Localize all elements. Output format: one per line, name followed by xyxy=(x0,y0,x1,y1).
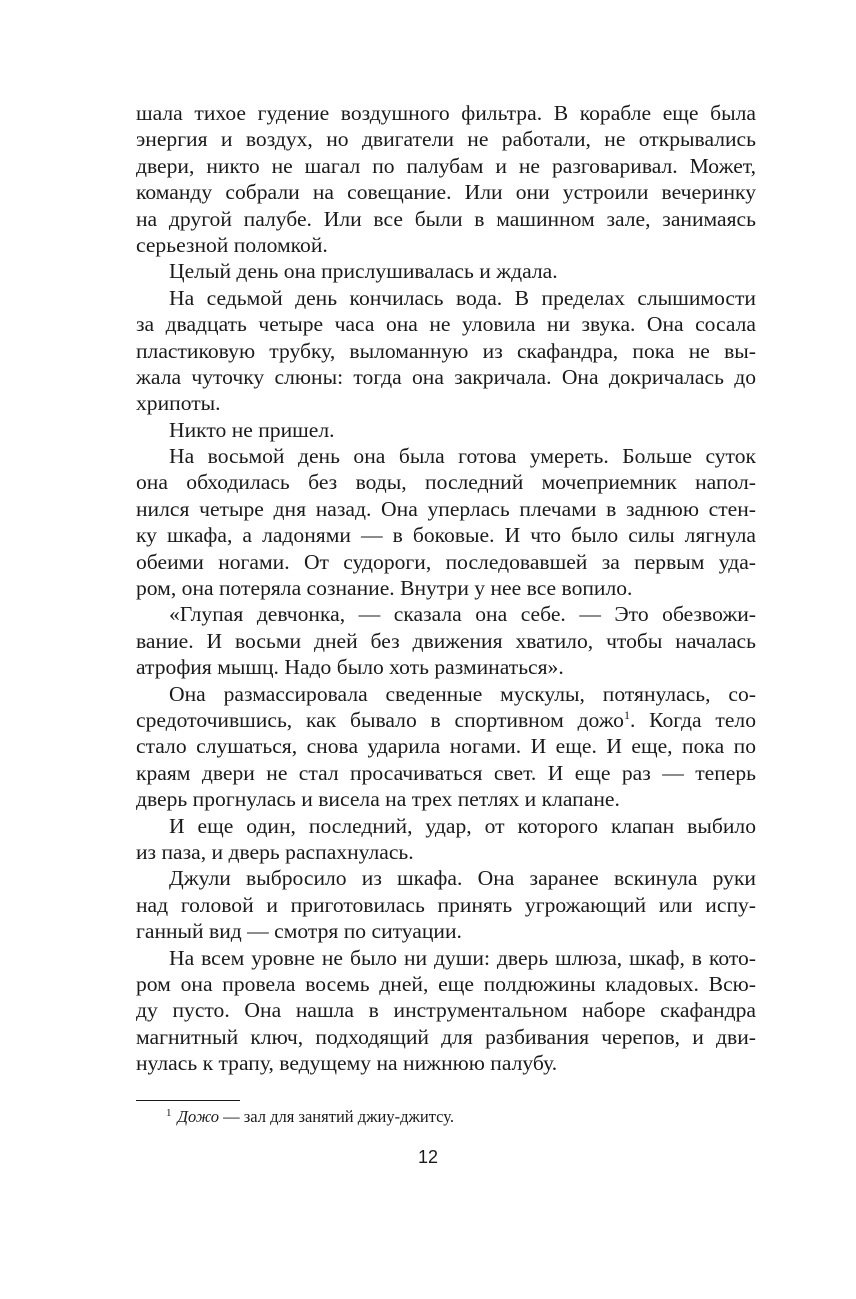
footnote-marker: 1 xyxy=(166,1106,172,1119)
text-line-content: шала тихое гудение воздушного фильтра. В корабле еще была xyxy=(136,101,756,125)
text-line xyxy=(136,628,756,654)
text-line-content: «Глупая девчонка, — сказала она себе. — Это обезвожи- xyxy=(169,602,756,627)
text-line-content: команду собрали на совещание. Или они устроили вечеринку xyxy=(136,180,756,205)
page-number: 12 xyxy=(417,1147,439,1167)
text-line-content: двери, никто не шагал по палубам и не разговаривал. Может, xyxy=(136,153,756,178)
text-line xyxy=(136,417,756,443)
text-line-content: Она размассировала сведенные мускулы, потянулась, со- xyxy=(169,681,756,706)
text-line xyxy=(136,1024,756,1050)
text-line-content: средоточившись, как бывало в спортивном дожо xyxy=(136,707,624,732)
text-line xyxy=(136,469,756,495)
text-line xyxy=(136,258,756,284)
text-line-content: магнитный ключ, подходящий для разбивания черепов, и дви- xyxy=(136,1024,756,1049)
text-line-tail: . Когда тело xyxy=(629,707,757,732)
text-line-content: жала чуточку слюны: тогда она закричала. Она докричалась до xyxy=(136,364,756,389)
text-line-content: краям двери не стал просачиваться свет. И еще раз — теперь xyxy=(136,760,756,785)
text-line xyxy=(136,100,756,126)
text-line-content: ганный вид — смотря по ситуации. xyxy=(136,919,462,944)
text-line-content: вание. И восьми дней без движения хватило, чтобы началась xyxy=(136,628,756,653)
text-line-content: Целый день она прислушивалась и ждала. xyxy=(169,259,558,284)
text-line-content: На седьмой день кончилась вода. В пределах слышимости xyxy=(169,285,756,310)
text-line-content: над головой и приготовилась принять угрожающий или испу- xyxy=(136,892,756,917)
footnote xyxy=(166,1106,454,1128)
text-line xyxy=(136,496,756,522)
text-line xyxy=(136,918,756,944)
text-line-content: ром, она потеряла сознание. Внутри у нее все вопило. xyxy=(136,576,633,601)
text-line xyxy=(136,945,756,971)
text-line-content: ром она провела восемь дней, еще полдюжины кладовых. Всю- xyxy=(136,971,756,996)
text-line xyxy=(136,786,756,812)
text-line xyxy=(136,654,756,680)
text-line xyxy=(136,865,756,891)
text-line-content: она обходилась без воды, последний мочеприемник напол- xyxy=(136,470,756,495)
text-line xyxy=(136,179,756,205)
text-line-content: из паза, и дверь распахнулась. xyxy=(136,839,414,864)
text-line-content: энергия и воздух, но двигатели не работали, не открывались xyxy=(136,127,756,152)
text-line-content: ду пусто. Она нашла в инструментальном наборе скафандра xyxy=(136,998,756,1023)
footnote-term: Дожо xyxy=(177,1107,220,1126)
text-line xyxy=(136,549,756,575)
text-line xyxy=(136,390,756,416)
text-line-content: Джули выбросило из шкафа. Она заранее вскинула руки xyxy=(169,866,756,891)
text-line xyxy=(136,813,756,839)
text-line-content: На всем уровне не было ни души: дверь шлюза, шкаф, в кото- xyxy=(169,945,756,970)
text-line-content: дверь прогнулась и висела на трех петлях и клапане. xyxy=(136,787,620,812)
text-line xyxy=(136,892,756,918)
text-line xyxy=(136,733,756,759)
body-text xyxy=(136,100,756,1076)
footnote-divider xyxy=(136,1100,240,1101)
text-line-content: На восьмой день она была готова умереть. Больше суток xyxy=(169,444,756,469)
text-line xyxy=(136,681,756,707)
text-line-content: ку шкафа, а ладонями — в боковые. И что было силы лягнула xyxy=(136,523,756,548)
text-line xyxy=(136,126,756,152)
text-line xyxy=(136,707,756,733)
text-line xyxy=(136,839,756,865)
text-line-content: обеими ногами. От судороги, последовавшей за первым уда- xyxy=(136,549,756,574)
text-line-content: хрипоты. xyxy=(136,391,221,416)
text-line-content: Никто не пришел. xyxy=(169,417,335,442)
text-line-content: серьезной поломкой. xyxy=(136,232,328,257)
text-line xyxy=(136,443,756,469)
text-line xyxy=(136,601,756,627)
text-line-content: нился четыре дня назад. Она уперлась плечами в заднюю стен- xyxy=(136,496,756,521)
text-line xyxy=(136,1050,756,1076)
text-line xyxy=(136,575,756,601)
text-line-content: пластиковую трубку, выломанную из скафандра, пока не вы- xyxy=(136,338,756,363)
text-line xyxy=(136,338,756,364)
text-line-content: за двадцать четыре часа она не уловила ни звука. Она сосала xyxy=(136,312,756,337)
text-line-content: нулась к трапу, ведущему на нижнюю палубу. xyxy=(136,1051,558,1076)
text-line xyxy=(136,997,756,1023)
text-line-content: стало слушаться, снова ударила ногами. И еще. И еще, пока по xyxy=(136,734,756,759)
text-line xyxy=(136,522,756,548)
text-line xyxy=(136,206,756,232)
text-line xyxy=(136,153,756,179)
footnote-definition: — зал для занятий джиу-джитсу. xyxy=(219,1107,454,1126)
text-line-content: И еще один, последний, удар, от которого клапан выбило xyxy=(169,813,756,838)
text-line xyxy=(136,760,756,786)
text-line xyxy=(136,971,756,997)
footnote-reference: 1 xyxy=(623,707,630,722)
text-line xyxy=(136,232,756,258)
text-line-content: атрофия мышц. Надо было хоть разминаться». xyxy=(136,655,564,680)
text-line xyxy=(136,311,756,337)
text-line xyxy=(136,364,756,390)
text-line xyxy=(136,285,756,311)
text-line-content: на другой палубе. Или все были в машинном зале, занимаясь xyxy=(136,206,756,231)
